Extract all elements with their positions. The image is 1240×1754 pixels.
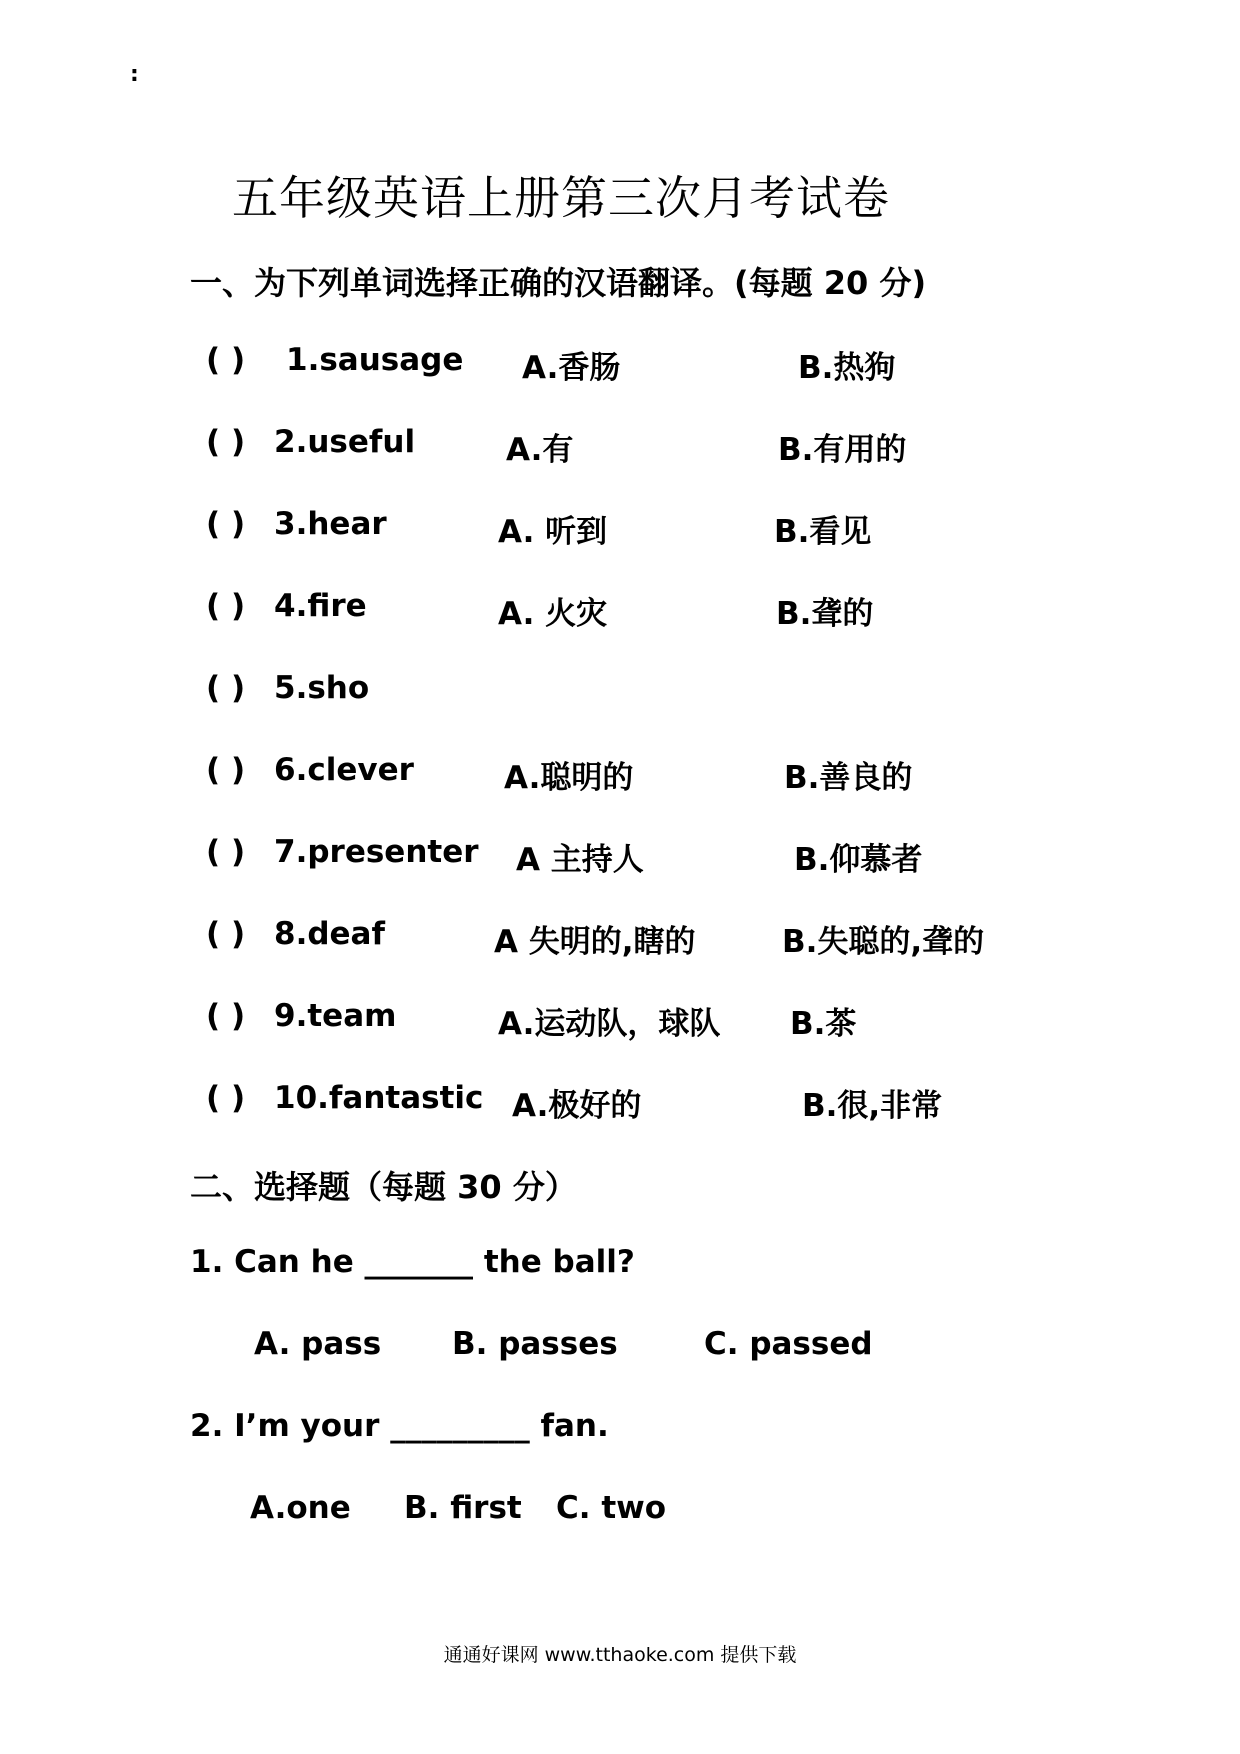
option-a: A. 火灾: [498, 596, 608, 632]
option-b: B.聋的: [776, 596, 874, 632]
answer-paren[interactable]: ( ): [206, 752, 246, 788]
option-a: A.香肠: [522, 350, 621, 386]
option-b: B.有用的: [778, 432, 907, 468]
vocab-word: 4.fire: [274, 588, 367, 624]
vocab-item-7: [0, 834, 1240, 884]
option-a: A. 听到: [498, 514, 608, 550]
vocab-item-9: [0, 998, 1240, 1048]
question-2-option-c[interactable]: C. two: [556, 1490, 667, 1526]
vocab-word: 7.presenter: [274, 834, 479, 870]
vocab-item-8: [0, 916, 1240, 966]
section-2-heading: 二、选择题（每题 30 分）: [190, 1168, 577, 1206]
answer-paren[interactable]: ( ): [206, 342, 246, 378]
option-b: B.看见: [774, 514, 872, 550]
vocab-item-2: [0, 424, 1240, 474]
vocab-item-1: [0, 342, 1240, 392]
question-1-stem: 1. Can he _______ the ball?: [190, 1244, 635, 1280]
question-2-stem: 2. I’m your _________ fan.: [190, 1408, 609, 1444]
answer-paren[interactable]: ( ): [206, 998, 246, 1034]
answer-paren[interactable]: ( ): [206, 424, 246, 460]
question-2-option-b[interactable]: B. first: [404, 1490, 522, 1526]
question-1-option-a[interactable]: A. pass: [254, 1326, 382, 1362]
option-b: B.善良的: [784, 760, 913, 796]
vocab-item-6: [0, 752, 1240, 802]
section-1-heading: 一、为下列单词选择正确的汉语翻译。(每题 20 分): [190, 264, 927, 302]
vocab-item-4: [0, 588, 1240, 638]
vocab-word: 6.clever: [274, 752, 414, 788]
option-b: B.茶: [790, 1006, 857, 1042]
question-1-option-b[interactable]: B. passes: [452, 1326, 618, 1362]
answer-paren[interactable]: ( ): [206, 506, 246, 542]
vocab-item-5: [0, 670, 1240, 720]
option-a: A.有: [506, 432, 574, 468]
vocab-word: 10.fantastic: [274, 1080, 484, 1116]
answer-paren[interactable]: ( ): [206, 670, 246, 706]
vocab-word: 5.sho: [274, 670, 370, 706]
vocab-word: 8.deaf: [274, 916, 385, 952]
page-title: 五年级英语上册第三次月考试卷: [232, 171, 890, 225]
vocab-item-3: [0, 506, 1240, 556]
option-a: A.运动队，球队: [498, 1006, 721, 1042]
answer-paren[interactable]: ( ): [206, 1080, 246, 1116]
vocab-item-10: [0, 1080, 1240, 1130]
option-a: A 主持人: [516, 842, 644, 878]
vocab-word: 2.useful: [274, 424, 416, 460]
vocab-word: 1.sausage: [286, 342, 464, 378]
option-a: A 失明的,瞎的: [494, 924, 696, 960]
option-b: B.很,非常: [802, 1088, 943, 1124]
option-a: A.聪明的: [504, 760, 634, 796]
footer-source-note: 通通好课网 www.tthaoke.com 提供下载: [443, 1644, 797, 1666]
vocab-word: 3.hear: [274, 506, 387, 542]
question-2-option-a[interactable]: A.one: [250, 1490, 351, 1526]
option-b: B.热狗: [798, 350, 896, 386]
answer-paren[interactable]: ( ): [206, 588, 246, 624]
option-a: A.极好的: [512, 1088, 642, 1124]
vocab-word: 9.team: [274, 998, 397, 1034]
question-1-option-c[interactable]: C. passed: [704, 1326, 873, 1362]
answer-paren[interactable]: ( ): [206, 834, 246, 870]
option-b: B.失聪的,聋的: [782, 924, 985, 960]
corner-mark: :: [130, 62, 139, 87]
option-b: B.仰慕者: [794, 842, 923, 878]
answer-paren[interactable]: ( ): [206, 916, 246, 952]
